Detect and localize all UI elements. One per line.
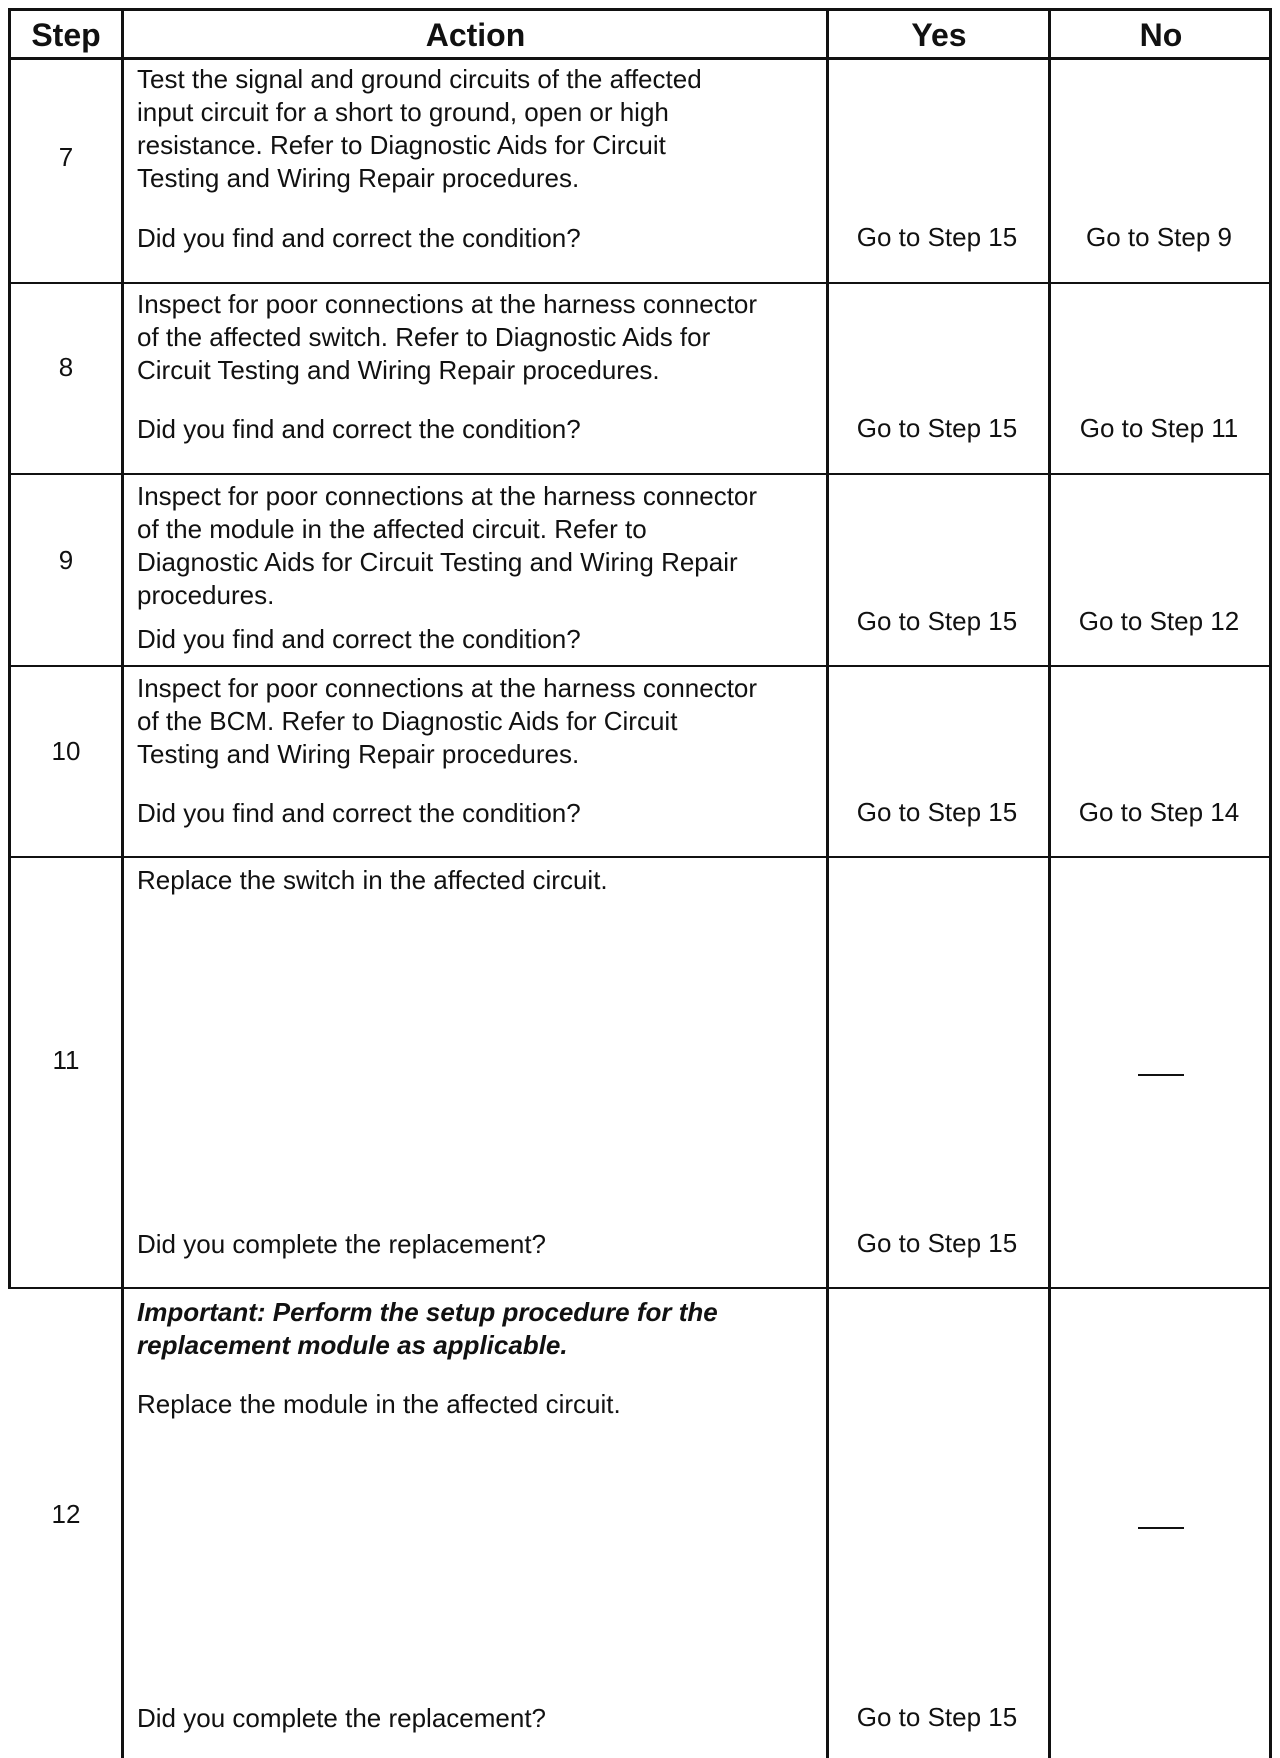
- action-line: resistance. Refer to Diagnostic Aids for Circuit: [137, 130, 666, 160]
- row-divider: [8, 856, 1272, 858]
- yes-no-divider: [1048, 8, 1051, 1758]
- action-line: Testing and Wiring Repair procedures.: [137, 739, 580, 769]
- yes-result: Go to Step 15: [856, 1228, 1018, 1258]
- important-line: Important: Perform the setup procedure for the: [137, 1297, 718, 1327]
- header-action: Action: [425, 16, 526, 53]
- no-result: Go to Step 9: [1086, 222, 1232, 252]
- yes-result: Go to Step 15: [856, 222, 1018, 252]
- step-action-divider: [121, 8, 124, 1758]
- row-divider: [8, 473, 1272, 475]
- row-divider: [8, 665, 1272, 667]
- action-question: Did you find and correct the condition?: [137, 624, 581, 654]
- action-text: [137, 864, 827, 897]
- action-line: of the BCM. Refer to Diagnostic Aids for Circuit: [137, 706, 678, 736]
- header-no: No: [1139, 16, 1183, 53]
- step-number: 8: [58, 352, 74, 382]
- action-line: Inspect for poor connections at the harness connector: [137, 481, 758, 511]
- no-result: Go to Step 12: [1078, 606, 1240, 636]
- action-line: input circuit for a short to ground, open or high: [137, 97, 669, 127]
- yes-result: Go to Step 15: [856, 797, 1018, 827]
- action-line: Diagnostic Aids for Circuit Testing and Wiring Repair: [137, 547, 738, 577]
- header-yes: Yes: [911, 16, 967, 53]
- action-question: Did you complete the replacement?: [137, 1229, 547, 1259]
- yes-result: Go to Step 15: [856, 413, 1018, 443]
- important-line: replacement module as applicable.: [137, 1330, 568, 1360]
- yes-result: Go to Step 15: [856, 606, 1018, 636]
- step-number: 10: [51, 736, 81, 766]
- action-line: Inspect for poor connections at the harness connector: [137, 289, 758, 319]
- no-result: Go to Step 14: [1078, 797, 1240, 827]
- action-text: [137, 480, 827, 612]
- important-note: [137, 1296, 827, 1362]
- yes-result: Go to Step 15: [856, 1702, 1018, 1732]
- header-step: Step: [31, 16, 101, 53]
- action-question: Did you find and correct the condition?: [137, 414, 581, 444]
- action-text: [137, 1388, 827, 1421]
- action-text: [137, 288, 827, 387]
- table-left-border: [8, 8, 11, 1288]
- step-number: 9: [58, 545, 74, 575]
- no-result-dash: [1138, 1527, 1184, 1529]
- action-text: [137, 672, 827, 771]
- action-line: procedures.: [137, 580, 275, 610]
- action-text: [137, 63, 827, 195]
- action-line: of the affected switch. Refer to Diagnostic Aids for: [137, 322, 711, 352]
- action-question: Did you complete the replacement?: [137, 1703, 547, 1733]
- step-number: 12: [51, 1499, 81, 1529]
- step-number: 11: [52, 1045, 80, 1075]
- action-question: Did you find and correct the condition?: [137, 223, 581, 253]
- action-line: Replace the switch in the affected circuit.: [137, 865, 608, 895]
- action-line: Testing and Wiring Repair procedures.: [137, 163, 580, 193]
- action-line: Replace the module in the affected circuit.: [137, 1389, 621, 1419]
- table-right-border: [1269, 8, 1272, 1758]
- row-divider: [8, 282, 1272, 284]
- action-line: Test the signal and ground circuits of the affected: [137, 64, 702, 94]
- action-line: Circuit Testing and Wiring Repair procedures.: [137, 355, 660, 385]
- step-number: 7: [58, 142, 74, 172]
- row-divider: [8, 1287, 1272, 1289]
- action-line: Inspect for poor connections at the harness connector: [137, 673, 758, 703]
- no-result-dash: [1138, 1074, 1184, 1076]
- no-result: Go to Step 11: [1079, 413, 1239, 443]
- action-question: Did you find and correct the condition?: [137, 798, 581, 828]
- action-line: of the module in the affected circuit. Refer to: [137, 514, 647, 544]
